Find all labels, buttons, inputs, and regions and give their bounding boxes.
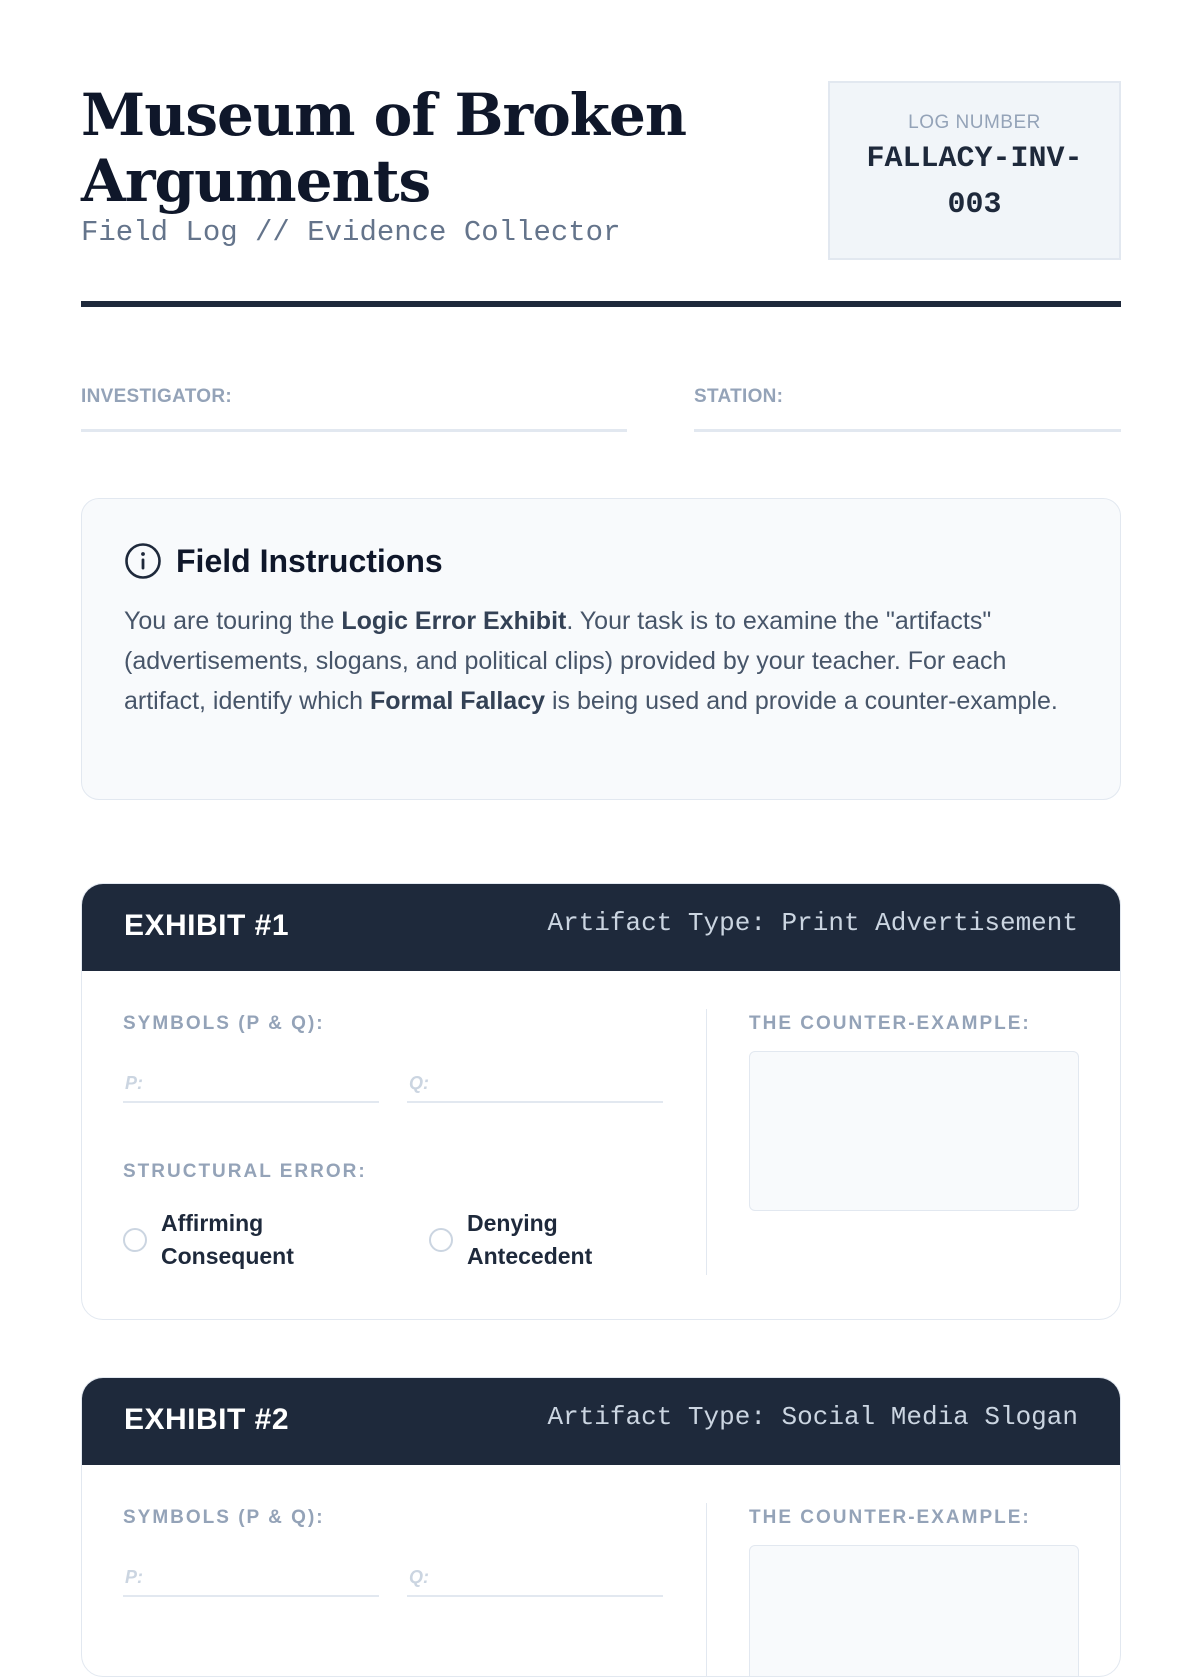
investigator-label: INVESTIGATOR: — [81, 386, 232, 407]
q-label: Q: — [409, 1567, 429, 1587]
counter-example-label: THE COUNTER-EXAMPLE: — [749, 1013, 1031, 1034]
option-affirming-consequent[interactable] — [123, 1207, 321, 1273]
counter-example-input[interactable] — [749, 1051, 1079, 1211]
symbols-label: SYMBOLS (P & Q): — [123, 1013, 325, 1034]
investigator-field[interactable] — [81, 386, 627, 432]
p-field[interactable] — [123, 1553, 379, 1597]
instructions-text-part: is being used and provide a counter-example. — [545, 687, 1058, 715]
header-divider — [81, 301, 1121, 307]
info-icon — [124, 542, 162, 580]
exhibit-card — [81, 883, 1121, 1320]
exhibit-header — [82, 884, 1120, 971]
radio-button[interactable] — [123, 1228, 147, 1252]
counter-example-input[interactable] — [749, 1545, 1079, 1677]
exhibit-header — [82, 1378, 1120, 1465]
instructions-title: Field Instructions — [176, 542, 443, 579]
q-field[interactable] — [407, 1059, 663, 1103]
instructions-text-part: . Your task is to examine the "artifacts" (advertisements, slogans, and political clips) provided by your teacher. For each artifact, identify which — [124, 607, 1007, 715]
option-label: Denying Antecedent — [467, 1210, 593, 1269]
instructions-header — [124, 541, 1078, 581]
q-field[interactable] — [407, 1553, 663, 1597]
column-divider — [706, 1503, 707, 1677]
option-denying-antecedent[interactable] — [429, 1207, 627, 1273]
station-field[interactable] — [694, 386, 1121, 432]
meta-fields — [81, 386, 1121, 432]
q-label: Q: — [409, 1073, 429, 1093]
structural-error-label: STRUCTURAL ERROR: — [123, 1161, 367, 1182]
exhibit-title: EXHIBIT #2 — [124, 1403, 290, 1436]
exhibit-title: EXHIBIT #1 — [124, 909, 290, 942]
instructions-panel — [81, 498, 1121, 800]
log-number-value: FALLACY-INV-003 — [866, 142, 1083, 222]
log-number-label: LOG NUMBER — [908, 112, 1041, 133]
p-field[interactable] — [123, 1059, 379, 1103]
option-label: Affirming Consequent — [161, 1210, 294, 1269]
instructions-emphasis: Formal Fallacy — [369, 687, 546, 715]
station-label: STATION: — [694, 386, 784, 407]
worksheet-page — [81, 0, 1121, 1587]
p-label: P: — [125, 1073, 143, 1093]
symbols-label: SYMBOLS (P & Q): — [123, 1507, 325, 1528]
artifact-type: Artifact Type: Print Advertisement — [547, 908, 1078, 938]
exhibit-body — [82, 1465, 1120, 1677]
counter-example-label: THE COUNTER-EXAMPLE: — [749, 1507, 1031, 1528]
page-title: Museum of Broken Arguments — [81, 81, 687, 215]
instructions-text-part: You are touring the — [124, 607, 342, 635]
instructions-text — [124, 601, 1078, 721]
instructions-emphasis: Logic Error Exhibit — [341, 607, 567, 635]
exhibit-body — [82, 971, 1120, 1320]
p-label: P: — [125, 1567, 143, 1587]
page-header — [81, 0, 1121, 308]
artifact-type: Artifact Type: Social Media Slogan — [547, 1402, 1078, 1432]
radio-button[interactable] — [429, 1228, 453, 1252]
exhibit-card — [81, 1377, 1121, 1677]
column-divider — [706, 1009, 707, 1275]
page-subtitle: Field Log // Evidence Collector — [81, 216, 621, 249]
log-number-box — [828, 81, 1121, 260]
